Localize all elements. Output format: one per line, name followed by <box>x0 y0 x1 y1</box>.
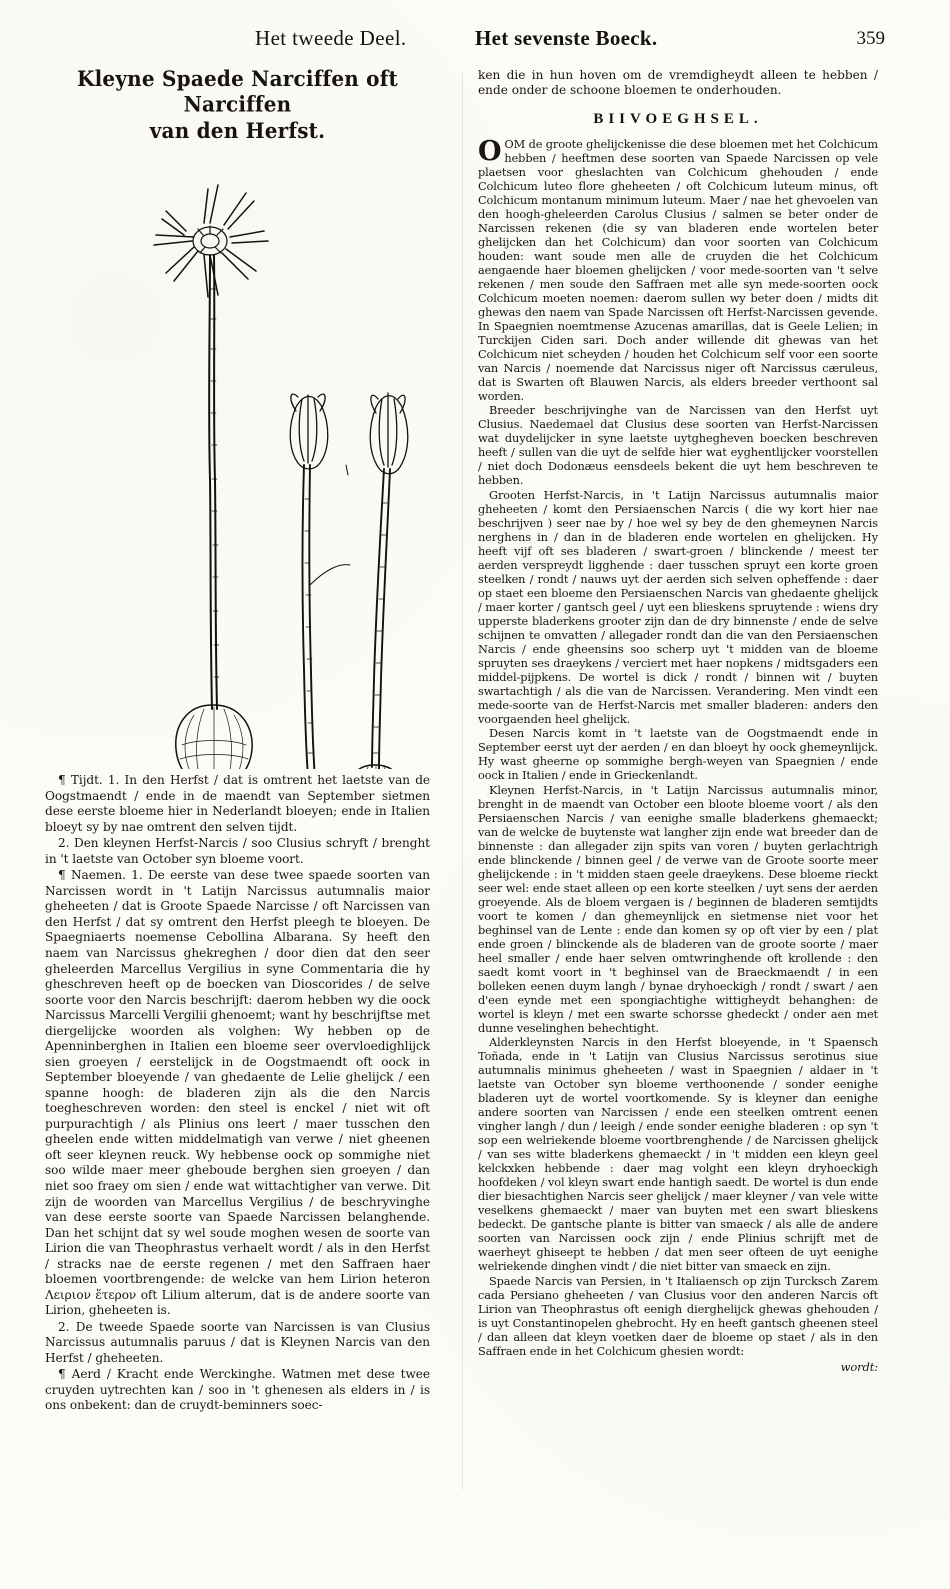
running-head <box>40 26 910 60</box>
paragraph: 2. Den kleynen Herfst-Narcis / soo Clusius schryft / brenght in 't laetste van October syn bloeme voort. <box>45 836 430 866</box>
paragraph: Breeder beschrijvinghe van de Narcissen van den Herfst uyt Clusius. Naedemael dat Clusius dese soorten van Herfst-Narcissen wat duydelijcker in syne laetste uytghegheven boecken beschreven heeft / sullen van die uyt de selfde hier wat eyghentlijcker voorstellen / niet doch Dodonæus eensdeels bekent die uyt hem beschreven te hebben. <box>478 403 878 488</box>
narcissus-plant-engraving <box>58 149 418 769</box>
paragraph: Grooten Herfst-Narcis, in 't Latijn Narcissus autumnalis maior gheheeten / komt den Persiaenschen Narcis ( die wy kort hier nae beschrijven ) seer nae by / hoe wel sy bey de den ghemeynen Narcis nerghens in / dan in de bladeren ende wortelen en ghelijcken. Hy heeft vijf oft ses bladeren / swart-groen / blinckende / meest ter aerden verspreydt ligghende : daer tusschen spruyt een korte groen steelken / rondt / nauws uyt der aerden sich selven opheffende : daer op staet een bloeme den Persiaenschen Narcis van ghedaente ghelijck / maer korter / gantsch geel / uyt een blieskens spruytende : wiens dry upperste bladerkens grooter zijn dan de dry binnenste / ende de selve schijnen te omvatten / allegader rondt dan die van den Persiaenschen Narcis / ende gheensins soo scherp uyt 't midden van de bloeme spruyten ses draeykens / verciert met haer nopkens / midtsgaders een middel-pijpkens. De wortel is dick / rondt / binnen wit / buyten swartachtigh / als die van de Narcissen. Verandering. Men vindt een mede-soorte van de Herfst-Narcis met smaller bladeren: anders den voorgaenden heel ghelijck. <box>478 487 878 726</box>
continuation-note: ken die in hun hoven om de vremdigheydt alleen te hebben / ende onder de schoone bloemen te onderhouden. <box>478 68 878 98</box>
catchword: wordt: <box>840 1359 878 1374</box>
article-heading <box>45 66 430 144</box>
running-head-left: Het tweede Deel. <box>255 26 407 50</box>
paragraph: ¶ Aerd / Kracht ende Werckinghe. Watmen met dese twee cruyden uytrechten kan / soo in 't ghenesen als elders in / is ons onbekent: dan de cruydt-beminners soec- <box>45 1367 430 1413</box>
paragraph: Desen Narcis komt in 't laetste van de Oogstmaendt ende in September eerst uyt der aerden / en dan bloeyt hy oock ghemeynlijck. Hy wast gheerne op sommighe bergh-weyen van Spaegnien / ende oock in Italien / ende in Grieckenlandt. <box>478 726 878 783</box>
running-head-center: Het sevenste Boeck. <box>475 26 658 50</box>
column-divider <box>462 70 463 1490</box>
dropcap: O <box>478 135 502 167</box>
article-heading-line1: Kleyne Spaede Narciffen oft Narciffen <box>77 65 398 118</box>
paragraph-text: OM de groote ghelijckenisse die dese bloemen met het Colchicum hebben / heeftmen dese soorten van Spaede Narcissen op vele plaetsen voor gheslachten van Colchicum ghehouden / ende Colchicum luteo flore gheheeten / oft Colchicum luteum minus, oft Colchicum montanum minimum luteum. Maer / nae het ghevoelen van den hoogh-gheleerden Carolus Clusius / salmen se beter onder de Narcissen rekenen (die sy van bladeren ende wortelen beter ghelijcken dan het Colchicum) dan voor soorten van Colchicum houden: want soude men alle de cruyden die het Colchicum aengaende haer bloemen ghelijcken / voor mede-soorten van 't selve rekenen / men soude den Saffraen met alle syn mede-soorten oock Colchicum moeten noemen: daerom sullen wy beter doen / midts dit ghewas den naem van Spade Narcissen oft Herfst-Narcissen gevende. In Spaegnien noemtmense Azucenas amarillas, dat is Geele Lelien; in Turckijen Ciden sari. Doch ander willende dit ghewas van het Colchicum niet scheyden / houden het Colchicum self voor een soorte van Narcis / noemende dat Narcissus niger oft Narcissus cæruleus, dat is Swarten oft Blauwen Narcis, als elders breeder verthoont sal worden. <box>478 136 878 403</box>
paragraph: Alderkleynsten Narcis in den Herfst bloeyende, in 't Spaensch Toñada, ende in 't Latijn van Clusius Narcissus serotinus siue autumnalis minimus gheheeten / wast in Spaegnien / aldaer in 't laetste van October syn bloeme verthoonende / sonder eenighe bladeren uyt de wortel voortkomende. Sy is kleyner dan eenighe andere soorten van Narcissen / ende een steelken omtrent eenen vingher langh / dun / leeigh / ende sonder eenighe bladeren : op syn 't sop een welriekende bloeme voortbrenghende / de Narcissen ghelijck / van ses witte bladerkens ghemaeckt / in 't midden een kleyn geel kelckxken hebbende : daer mag volght een kleyn dryhoeckigh hoofdeken / vol kleyn swart ende hantigh saedt. De wortel is dun ende dier biesachtighen Narcis seer ghelijck / maer kleyner / van vele witte veselkens ghemaeckt / maer van buyten met een swart blieskens bedeckt. De gantsche plante is bitter van smaeck / als alle de andere soorten van Narcissen oock zijn / ende Plinius schrijft met de waerheyt ghiseept te hebben / dat men seer ofteen de uyt eenighe welriekende dinghen vindt / die niet bitter van smaeck en zijn. <box>478 1035 878 1274</box>
paragraph: 2. De tweede Spaede soorte van Narcissen is van Clusius Narcissus autumnalis paruus / dat is Kleynen Narcis van den Herfst / gheheeten. <box>45 1319 430 1365</box>
paragraph: Kleynen Herfst-Narcis, in 't Latijn Narcissus autumnalis minor, brenght in de maendt van October een bloote bloeme voort / als den Persiaenschen Narcis / van eenighe smalle bladerkens ghemaeckt; van de welcke de buytenste wat langher zijn ende wat breeder dan de binnenste : dan allegader zijn spits van voren / buyten gerlachtrigh ende blinckende / binnen geel / de verwe van de Groote soorte meer ghelijckende : in 't midden staen geele draeykens. Dese bloeme rieckt seer wel: ende staet alleen op een korte steelken / uyt sens der aerden groeyende. Als de bloem vergaen is / beginnen de bladeren semtijdts voort te komen / dan ghemeynlijck en sietmense niet voor het beghinsel van de Lente : ende dan komen sy op oft vier by een / plat ende groen / blinckende als de bladeren van de groote soorte / maer heel smaller / ende haer selven omtwringhende oft krollende : den saedt komt voort in 't beghinsel van de Braeckmaendt / in een bolleken eenen duym langh / bynae dryhoeckigh / rondt / swart / aen d'een eynde met een spongiachtighe wittigheydt behanghen: de wortel is kleyn / met een swarte schorsse ghedeckt / onder aen met dunne veselinghen behechtight. <box>478 782 878 1035</box>
article-heading-line2: van den Herfst. <box>149 117 326 143</box>
left-column-body <box>45 773 430 1414</box>
page-number: 359 <box>856 28 885 49</box>
paragraph <box>478 137 878 403</box>
paragraph: ¶ Naemen. 1. De eerste van dese twee spaede soorten van Narcissen wordt in 't Latijn Narcissus autumnalis maior gheheeten / dat is Groote Spaede Narcisse / oft Narcissen van den Herfst / dat sy omtrent den Herfst pleegh te bloeyen. De Spaegniaerts noemense Cebollina Albarana. Sy heeft den naem van Narcissus ghekreghen / door dien dat den seer gheleerden Marcellus Vergilius in syne Commentaria die hy gheschreven heeft op de boecken van Dioscorides / de selve soorte voor den Narcis beschrijft: daerom hebben wy die oock Narcissus Marcelli Vergilii ghenoemt; want hy beschrijftse met diergelijcke woorden als volghen: Wy hebben op de Apenninberghen in Italien een bloeme seer overvloedighlijck sien groeyen / eerstelijck in de Oogstmaendt oft oock in September bloeyende / van ghedaente de Lelie ghelijck / een spanne hoogh: de bladeren zijn als die den Narcis toegheschreven worden: den steel is enckel / niet wit oft purpurachtigh / als Plinius ons leert / maer tusschen den gheelen ende witten middelmatigh van verwe / niet gheenen oft seer kleynen reuck. Wy hebbense oock op sommighe niet soo wilde maer meer gheboude berghen sien groeyen / dan niet soo fraey om sien / ende wat wittachtigher van verwe. Dit zijn de woorden van Marcellus Vergilius / de beschryvinghe van dese eerste soorte van Spaede Narcissen belanghende. Dan het schijnt dat sy wel soude moghen wesen de soorte van Lirion die van Theophrastus verhaelt wordt / als in den Herfst / stracks nae de eerste regenen / met den Saffraen haer bloemen voortbrengende: de welcke van hem Lirion heteron Λειριον ἕτερον oft Lilium alterum, dat is de andere soorte van Lirion, gheheeten is. <box>45 868 430 1318</box>
right-column-body <box>478 137 878 1374</box>
left-column <box>45 65 430 1415</box>
paragraph: ¶ Tijdt. 1. In den Herfst / dat is omtrent het laetste van de Oogstmaendt / ende in de maendt van September sietmen dese eerste bloeme hier in Nederlandt bloeyen; ende in Italien bloeyt sy by nae omtrent den selven tijdt. <box>45 773 430 834</box>
right-column <box>478 68 878 1374</box>
section-title: BIIVOEGHSEL. <box>593 110 763 127</box>
paragraph: Spaede Narcis van Persien, in 't Italiaensch op zijn Turcksch Zarem cada Persiano gheheeten / van Clusius voor den anderen Narcis oft Lirion van Theophrastus oft eenigh dierghelijck ghewas ghehouden / is uyt Constantinopelen ghebrocht. Hy en heeft gantsch gheenen steel / dan alleen dat kleyn voetken daer de bloeme op staet / als in den Saffraen ende in het Colchicum ghesien wordt: <box>478 1273 878 1358</box>
